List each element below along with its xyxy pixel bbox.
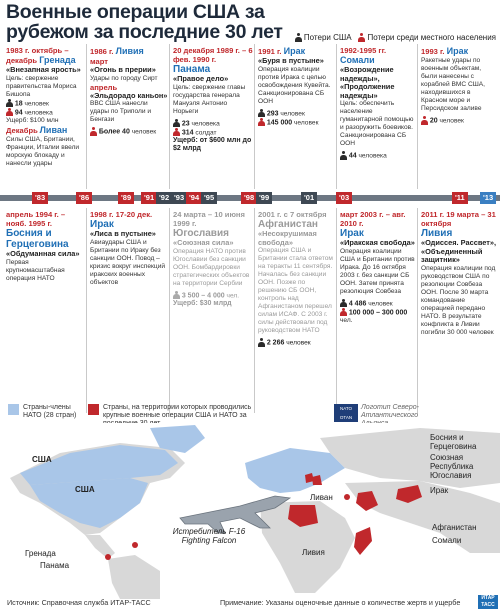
grenada-marker — [132, 542, 138, 548]
divider — [86, 44, 87, 189]
legend-ops-text: Страны, на территории которых проводились крупные военные операции США и НАТО за — [103, 404, 252, 419]
card-operation: «Одиссея. Рассвет», — [421, 238, 497, 247]
card-date: 20 декабря 1989 г. – 6 фев. 1990 г. — [173, 46, 253, 64]
card-grenada — [6, 46, 82, 168]
card-country: Афганистан — [258, 219, 318, 230]
card-goal: Операция коалиции США и Британии против Ирака. До 16 октября 2003 г. без санкции СБ ООН. Затем принята резолюция Совбеза — [340, 247, 415, 295]
divider — [254, 44, 255, 189]
ops-swatch — [88, 404, 99, 415]
label-bosnia: Босния и Герцеговина — [430, 433, 477, 451]
card-iraq-1991 — [258, 46, 334, 127]
timeline-year: '13 — [480, 192, 496, 204]
label-grenada: Гренада — [25, 549, 56, 558]
card-country: Ливан — [39, 125, 68, 135]
nato-logo — [334, 404, 358, 422]
civil-losses-value: Более 40 — [98, 128, 130, 136]
card-goal: Цель: свержение главы государства генерала Мануэля Антонио Норьеги — [173, 83, 246, 115]
timeline-year: '83 — [32, 192, 48, 204]
civil-losses-value: 314 — [181, 129, 194, 136]
card-operation: «Внезапная ярость» — [6, 65, 81, 74]
timeline-year: '99 — [256, 192, 272, 204]
card-libya-2011 — [421, 210, 497, 337]
person-red-icon — [258, 118, 265, 127]
tass-logo: ИТАР ТАСС — [478, 595, 498, 609]
person-icon — [340, 151, 347, 160]
label-jet: Истребитель F-16 Fighting Falcon — [172, 527, 246, 545]
timeline-year: '91 — [141, 192, 157, 204]
unit: чел. — [340, 317, 353, 324]
card-date: 1993 г. — [421, 47, 445, 56]
label-libya: Ливия — [302, 548, 325, 557]
card-operation: «Обдуманная сила» — [6, 249, 80, 258]
person-red-icon — [340, 308, 347, 317]
unit: человек — [286, 339, 311, 347]
card-date: 2011 г. 19 марта – 31 октября — [421, 210, 496, 228]
label-usa-top: США — [32, 455, 52, 464]
timeline-year: '03 — [336, 192, 352, 204]
footer-note: Примечание: Указаны оценочные данные о количестве жертв и ущербе — [220, 598, 461, 607]
us-losses-value: 18 — [14, 99, 23, 107]
unit: человека — [358, 152, 387, 160]
card-operation: «Союзная сила» — [173, 238, 234, 247]
divider — [336, 208, 337, 413]
card-goal: Операция США и Британии стала ответом на теракты 11 сентября. Началась без санкции ООН. Позже по решению СБ ООН, контроль над Афганистаном перешел силам ИСАФ. С 2003 г. силы действовали под руководством НАТО — [258, 247, 333, 334]
card-goal: Первая крупномасштабная операция НАТО — [6, 258, 65, 282]
card-operation: «Иракская свобода» — [340, 238, 415, 247]
label-lebanon: Ливан — [310, 493, 333, 502]
person-icon — [340, 299, 347, 308]
card-country: Ливия — [115, 46, 144, 56]
card-operation: «Лиса в пустыне» — [90, 229, 156, 238]
card-country: Ирак — [90, 219, 114, 230]
nato-logo-text: NATO OTAN — [339, 406, 353, 420]
card-iraq-2003 — [340, 210, 416, 325]
card-damage: Ущерб: $100 млн — [6, 117, 59, 124]
card-operation: «Правое дело» — [173, 74, 229, 83]
card-damage: Ущерб: от $600 млн до $2 млрд — [173, 137, 252, 152]
us-losses-value: 44 — [348, 152, 357, 160]
card-goal: ВВС США нанесли удары по Триполи и Бенгази — [90, 100, 152, 123]
civil-losses-value: 100 000 – 300 000 — [348, 309, 408, 316]
label-usa: США — [75, 485, 95, 494]
person-icon — [6, 99, 13, 108]
person-red-icon — [6, 108, 13, 117]
civil-losses-value: 20 — [429, 117, 438, 125]
timeline-year: '93 — [171, 192, 187, 204]
card-country: Сомали — [340, 55, 375, 65]
us-losses-value: 293 — [266, 109, 279, 117]
card-date: 24 марта – 10 июня 1999 г. — [173, 210, 245, 228]
unit: человека — [191, 119, 220, 127]
timeline-year: '86 — [76, 192, 92, 204]
person-icon — [258, 109, 265, 118]
timeline — [0, 190, 500, 206]
card-country: Ирак — [446, 46, 469, 56]
person-red-icon — [421, 116, 428, 125]
card-afghanistan — [258, 210, 334, 347]
card-bosnia — [6, 210, 84, 283]
card-month: март — [90, 57, 108, 66]
divider — [169, 44, 170, 189]
timeline-year: '11 — [452, 192, 468, 204]
us-losses-value: 2 266 — [266, 339, 285, 347]
card-goal: Удары по городу Сирт — [90, 74, 158, 82]
divider — [86, 208, 87, 413]
card-operation: «Объединенный защитник» — [421, 246, 483, 264]
card-yugoslavia — [173, 210, 251, 308]
card-somali — [340, 46, 416, 160]
card-libya-1986 — [90, 46, 168, 136]
us-losses-value: 23 — [181, 119, 190, 127]
world-map-svg — [0, 423, 500, 599]
unit: чел. — [226, 291, 240, 299]
unit: человек — [439, 117, 464, 125]
unit: солдат — [195, 129, 217, 136]
person-red-icon — [173, 128, 180, 137]
unit: человек — [280, 109, 305, 117]
card-date: 2001 г. с 7 октября — [258, 210, 327, 219]
card-country: Панама — [173, 64, 211, 75]
page-title: Военные операции США за рубежом за последние 30 лет — [6, 1, 283, 43]
civil-losses-value: 145 000 — [266, 119, 293, 126]
timeline-year: '98 — [241, 192, 257, 204]
card-country: Ирак — [340, 228, 364, 239]
card-goal: Цель: обеспечить население гуманитарной помощью и разоружить боевиков. Санкционирована СБ ООН — [340, 100, 414, 147]
person-red-icon — [358, 33, 365, 42]
unit: человека — [24, 109, 53, 116]
card-goal: Операция коалиции под руководством США по резолюции Совбеза ООН. После 30 марта командование операцией передано НАТО. В результате конфликта в Ливии погибли 30 000 человек — [421, 264, 496, 336]
label-panama: Панама — [40, 561, 70, 570]
label-iraq: Ирак — [430, 486, 449, 495]
timeline-year: '89 — [118, 192, 134, 204]
card-operation: «Несокрушимая свобода» — [258, 229, 317, 247]
unit: человек — [294, 119, 319, 126]
card-date: 1986 г. — [90, 47, 114, 56]
person-icon — [173, 291, 180, 300]
card-country: Ирак — [283, 46, 306, 56]
card-country: Босния и Герцеговина — [6, 228, 69, 250]
label-yugoslavia: Союзная Республика Югославия — [430, 453, 474, 480]
label-somali: Сомали — [432, 536, 462, 545]
card-date: 1991 г. — [258, 47, 282, 56]
divider — [336, 44, 337, 189]
card-country: Гренада — [39, 55, 76, 65]
legend-nato-text: Страны-члены НАТО (28 стран) — [23, 404, 77, 419]
card-panama — [173, 46, 253, 153]
legend-nato-logo-caption: Логотип Северо-Атлантического — [361, 404, 419, 419]
card-goal: Силы США, Британии, Франции, Италии ввели морскую блокаду и нанесли удары — [6, 136, 80, 167]
unit: человек — [24, 99, 49, 107]
card-country: Югославия — [173, 228, 229, 239]
card-goal: Операция НАТО против Югославии без санкции ООН. Бомбардировки стратегических объектов на территории Сербии — [173, 247, 250, 287]
world-map — [0, 423, 500, 599]
card-operation: «Возрождение надежды», — [340, 65, 394, 83]
card-damage: Ущерб: $30 млрд — [173, 299, 232, 307]
card-date: 1992-1995 гг. — [340, 46, 387, 55]
timeline-year: '95 — [201, 192, 217, 204]
legend-civil-losses: Потери среди местного населения — [367, 33, 496, 43]
card-country: Ливия — [421, 228, 453, 239]
card-goal: Ракетные удары по военным объектам, были нанесены с кораблей ВМС США, находившихся в Красном море и Персидском заливе — [421, 57, 485, 112]
civil-losses-value: 94 — [14, 109, 23, 116]
divider — [169, 208, 170, 413]
nato-swatch — [8, 404, 19, 415]
card-iraq-1998 — [90, 210, 168, 287]
label-afghanistan: Афганистан — [432, 523, 477, 532]
divider — [254, 208, 255, 413]
civil-losses-value: 3 500 – 4 000 — [181, 291, 225, 299]
losses-legend — [295, 33, 496, 42]
timeline-year: '92 — [156, 192, 172, 204]
legend-nato — [8, 404, 88, 420]
timeline-year: '01 — [301, 192, 317, 204]
card-iraq-1993 — [421, 46, 497, 125]
card-date: Декабрь — [6, 126, 38, 135]
panama-marker — [105, 554, 111, 560]
card-goal: Операция коалиции против Ирака с целью освобождения Кувейта. Санкционирована СБ ООН — [258, 65, 331, 105]
card-date: 1983 г. октябрь – декабрь — [6, 46, 69, 65]
card-operation: «Огонь в прерии» — [90, 65, 156, 74]
timeline-year: '94 — [186, 192, 202, 204]
divider — [417, 208, 418, 413]
lebanon-marker — [344, 494, 350, 500]
person-icon — [295, 33, 302, 42]
card-month: апрель — [90, 82, 118, 92]
card-goal: Авиаудары США и Британии по Ираку без санкции ООН. Повод – кризис вокруг инспекций иракских военных объектов — [90, 238, 166, 286]
person-icon — [173, 119, 180, 128]
divider — [417, 44, 418, 189]
unit: человек — [368, 299, 393, 307]
card-date: март 2003 г. – авг. 2010 г. — [340, 210, 406, 228]
us-losses-value: 4 486 — [348, 299, 367, 307]
card-operation: «Продолжение надежды» — [340, 82, 395, 100]
person-icon — [258, 338, 265, 347]
person-red-icon — [90, 127, 97, 136]
legend-us-losses: Потери США — [303, 33, 352, 43]
footer-source: Источник: Справочная служба ИТАР-ТАСС — [7, 598, 151, 607]
unit: человек — [131, 128, 157, 136]
card-goal: Цель: свержение правительства Мориса Бишопа — [6, 74, 77, 98]
card-operation: «Эльдорадо каньон» — [90, 90, 168, 100]
card-date: апрель 1994 г. – нояб. 1995 г. — [6, 210, 66, 228]
card-date: 1998 г. 17-20 дек. — [90, 210, 153, 219]
card-operation: «Буря в пустыне» — [258, 56, 324, 65]
